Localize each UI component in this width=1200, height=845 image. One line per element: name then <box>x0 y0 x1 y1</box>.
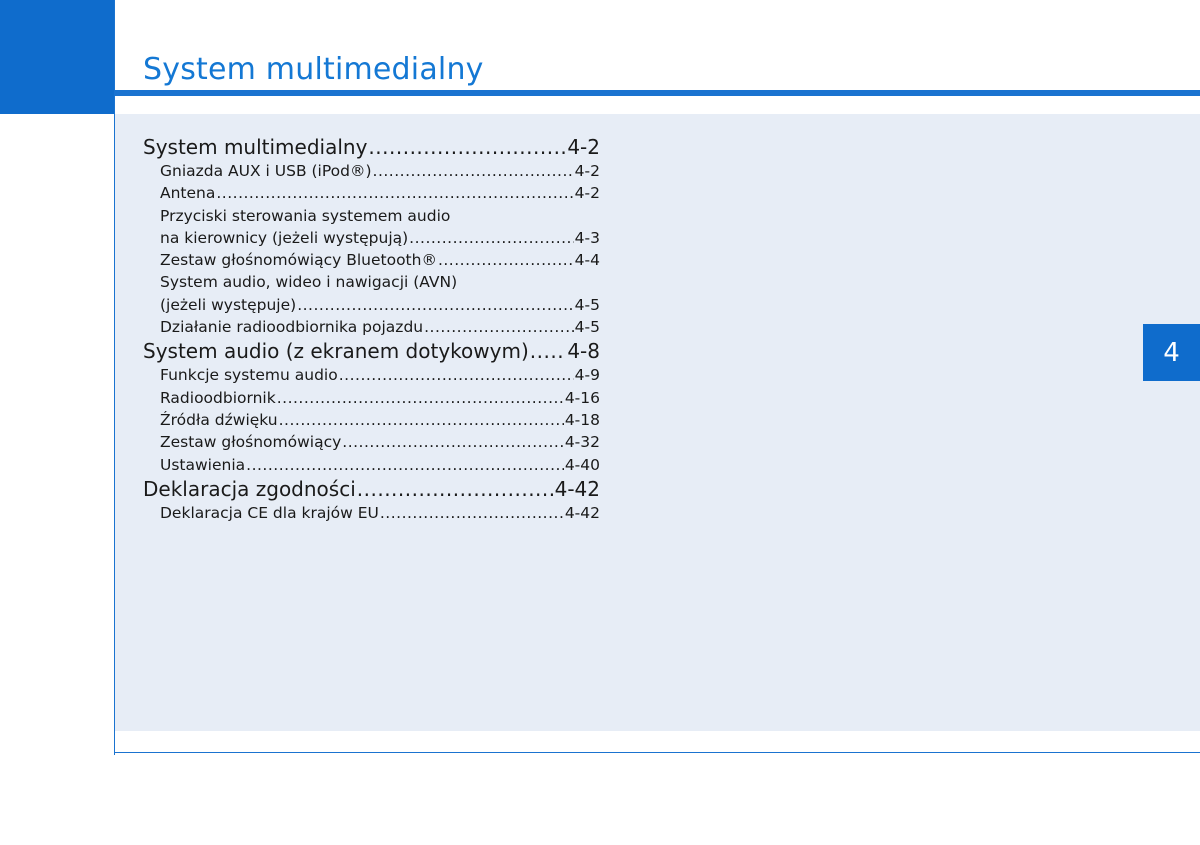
toc-entry-page: 4-18 <box>564 410 600 429</box>
toc-entry-page: 4-32 <box>564 433 600 452</box>
toc-entry-label: Zestaw głośnomówiący <box>160 433 342 452</box>
chapter-tab[interactable]: 4 <box>1143 324 1200 381</box>
toc-entry-label: System audio (z ekranem dotykowym) <box>143 339 529 364</box>
toc-entry-label: Antena <box>160 184 216 203</box>
toc-entry-major[interactable] <box>143 476 600 502</box>
dot-leader <box>424 316 574 338</box>
toc-entry-major[interactable] <box>143 134 600 160</box>
title-underline <box>115 90 1200 96</box>
toc-entry[interactable] <box>143 364 600 386</box>
toc-entry-label: Źródła dźwięku <box>160 410 278 429</box>
toc-entry-label: Przyciski sterowania systemem audio <box>160 206 451 225</box>
toc-entry-page: 4-5 <box>574 318 600 337</box>
dot-leader <box>216 182 573 204</box>
dot-leader <box>368 134 566 160</box>
dot-leader <box>530 338 567 364</box>
dot-leader <box>373 160 574 182</box>
toc-entry-page: 4-9 <box>574 366 600 385</box>
toc-entry[interactable] <box>143 431 600 453</box>
dot-leader <box>357 476 554 502</box>
toc-entry-page: 4-42 <box>554 476 600 501</box>
dot-leader <box>246 454 564 476</box>
toc-entry-page: 4-2 <box>574 184 600 203</box>
toc-entry[interactable] <box>143 454 600 476</box>
toc-entry-label: (jeżeli występuje) <box>160 295 297 314</box>
toc-entry[interactable] <box>143 249 600 271</box>
toc-entry-label: Funkcje systemu audio <box>160 366 338 385</box>
toc-entry-line2[interactable] <box>143 294 600 316</box>
toc-entry-label: Zestaw głośnomówiący Bluetooth® <box>160 251 437 270</box>
toc-entry-page: 4-40 <box>564 455 600 474</box>
dot-leader <box>339 364 574 386</box>
bottom-rule <box>115 752 1200 753</box>
corner-accent-block <box>0 0 114 114</box>
toc-entry-page: 4-5 <box>574 295 600 314</box>
toc-entry-page: 4-2 <box>574 162 600 180</box>
toc-entry-line1[interactable] <box>143 205 600 227</box>
dot-leader <box>277 387 564 409</box>
toc-entry-line1[interactable] <box>143 271 600 293</box>
toc-entry[interactable] <box>143 502 600 524</box>
toc-entry-label: System audio, wideo i nawigacji (AVN) <box>160 273 458 292</box>
toc-entry[interactable] <box>143 409 600 431</box>
toc-entry-label: Działanie radioodbiornika pojazdu <box>160 318 424 337</box>
toc-entry-label: Ustawienia <box>160 455 246 474</box>
toc-entry[interactable] <box>143 387 600 409</box>
dot-leader <box>279 409 564 431</box>
toc-entry-page: 4-16 <box>564 388 600 407</box>
dot-leader <box>409 227 574 249</box>
toc-entry-label: System multimedialny <box>143 135 368 159</box>
dot-leader <box>380 502 564 524</box>
toc-entry-page: 4-8 <box>567 339 600 364</box>
table-of-contents <box>143 134 600 524</box>
page-title: System multimedialny <box>143 52 484 87</box>
toc-entry-label: Radioodbiornik <box>160 388 276 407</box>
toc-entry-page: 4-3 <box>574 228 600 247</box>
toc-entry-page: 4-4 <box>574 251 600 270</box>
toc-entry[interactable] <box>143 160 600 182</box>
dot-leader <box>438 249 574 271</box>
toc-entry-major[interactable] <box>143 338 600 364</box>
dot-leader <box>342 431 564 453</box>
toc-entry-label: Deklaracja zgodności <box>143 476 356 501</box>
toc-entry-page: 4-2 <box>567 135 600 159</box>
toc-entry[interactable] <box>143 316 600 338</box>
toc-entry-label: Gniazda AUX i USB (iPod®) <box>160 162 372 180</box>
toc-entry-line2[interactable] <box>143 227 600 249</box>
toc-entry-label: na kierownicy (jeżeli występują) <box>160 228 409 247</box>
toc-entry-label: Deklaracja CE dla krajów EU <box>160 503 379 522</box>
toc-entry[interactable] <box>143 182 600 204</box>
toc-entry-page: 4-42 <box>564 503 600 522</box>
dot-leader <box>297 294 573 316</box>
